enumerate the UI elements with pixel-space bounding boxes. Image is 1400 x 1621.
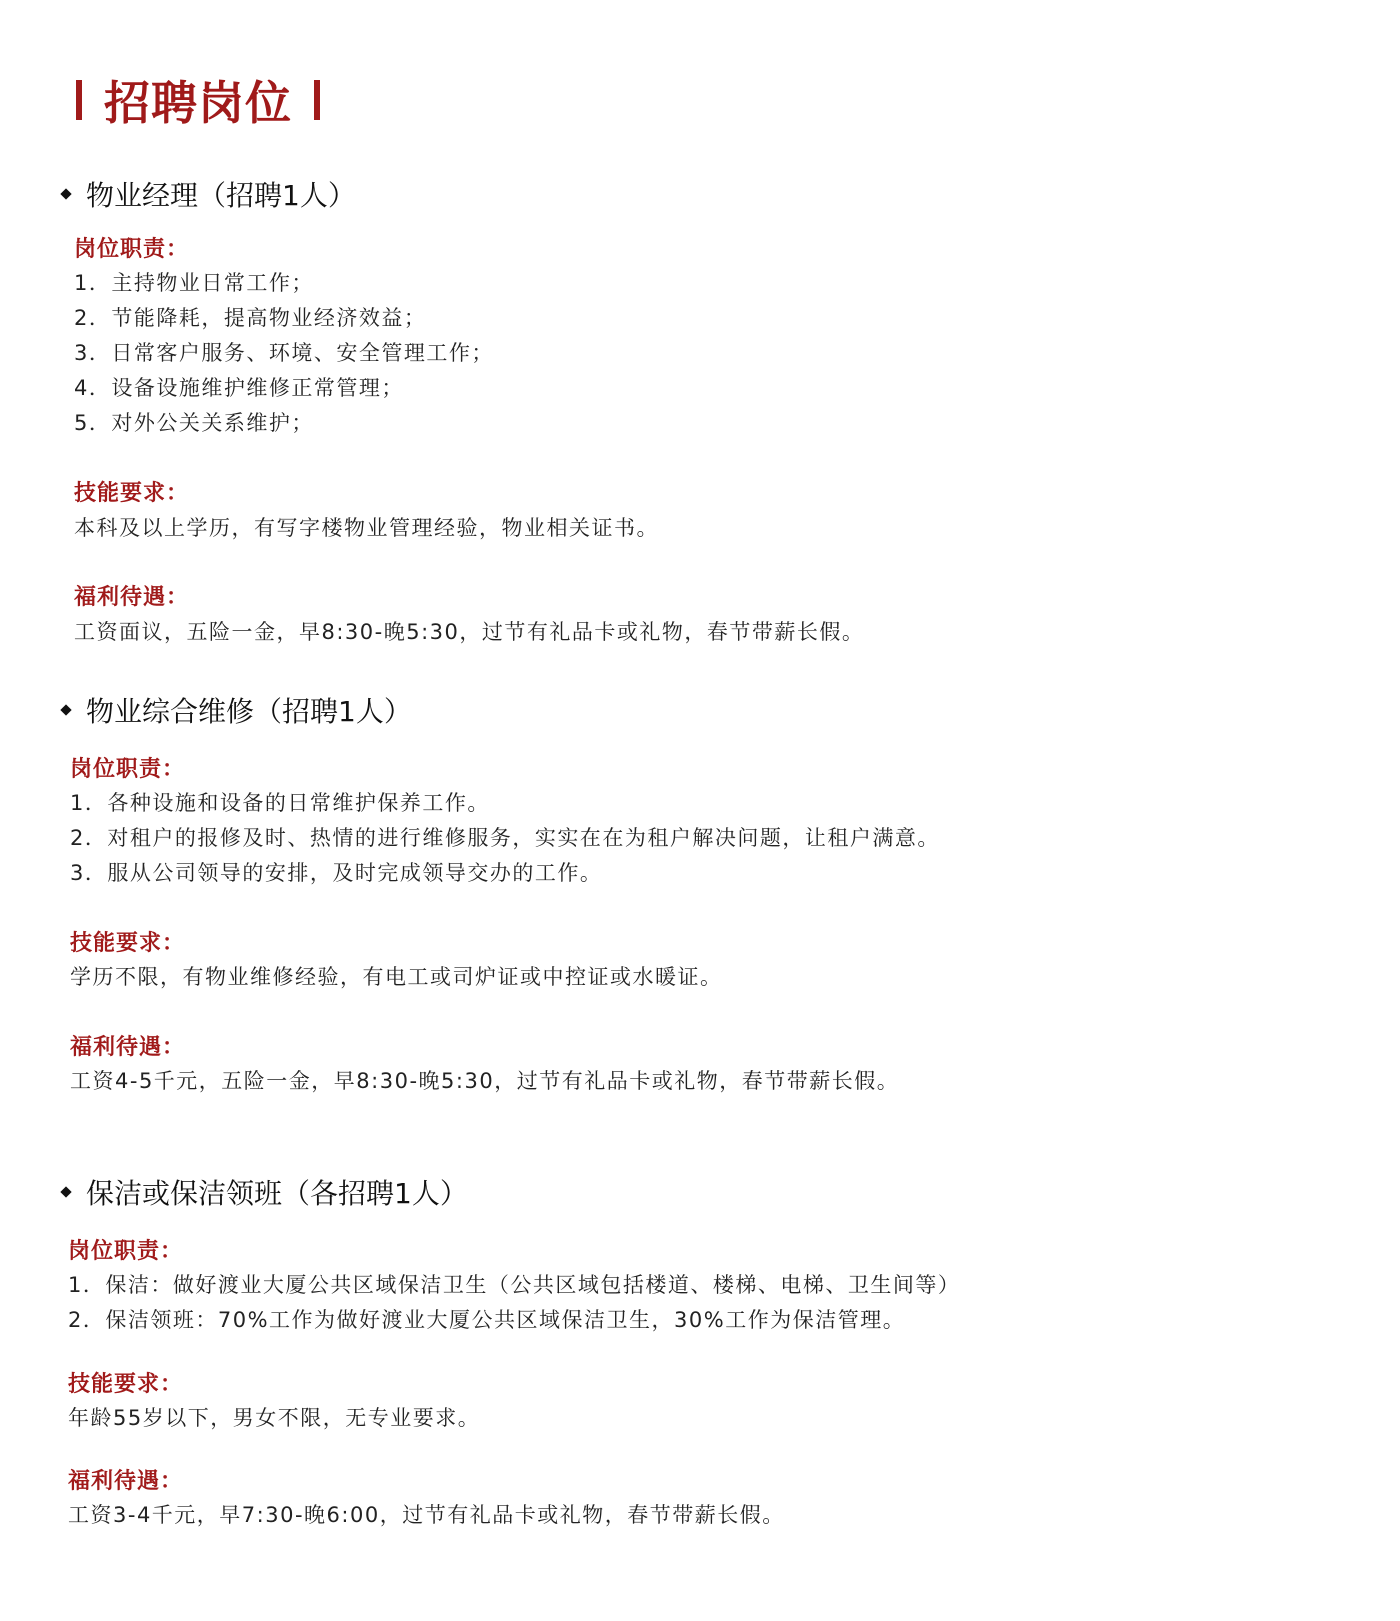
benefits-text: 工资面议，五险一金，早8:30-晚5:30，过节有礼品卡或礼物，春节带薪长假。 — [74, 620, 865, 644]
job-title-text: 保洁或保洁领班（各招聘1人） — [86, 1177, 468, 1210]
skills-label: 技能要求： — [74, 481, 190, 506]
job-title-text: 物业经理（招聘1人） — [86, 179, 356, 212]
job-title — [60, 1172, 1360, 1212]
bullet-diamond-icon — [60, 188, 71, 199]
job-title-text: 物业综合维修（招聘1人） — [86, 695, 412, 728]
duty-item: 4．设备设施维护维修正常管理； — [74, 376, 404, 400]
duties-label: 岗位职责： — [74, 237, 190, 262]
duty-item: 3．服从公司领导的安排，及时完成领导交办的工作。 — [70, 861, 603, 885]
job-maintenance — [60, 690, 1360, 1110]
job-title — [60, 174, 1360, 214]
skills-text: 本科及以上学历，有写字楼物业管理经验，物业相关证书。 — [74, 516, 659, 540]
duties-label: 岗位职责： — [70, 757, 186, 782]
skills-text: 学历不限，有物业维修经验，有电工或司炉证或中控证或水暖证。 — [70, 965, 723, 989]
job-property-manager — [60, 174, 1360, 654]
skills-label: 技能要求： — [70, 931, 186, 956]
benefits-label: 福利待遇： — [74, 585, 190, 610]
heading-right-bar — [314, 80, 320, 120]
duty-item: 2．对租户的报修及时、热情的进行维修服务，实实在在为租户解决问题，让租户满意。 — [70, 826, 940, 850]
bullet-diamond-icon — [60, 1186, 71, 1197]
skills-text: 年龄55岁以下，男女不限，无专业要求。 — [68, 1406, 481, 1430]
duty-item: 5．对外公关关系维护； — [74, 411, 314, 435]
duties-label: 岗位职责： — [68, 1239, 184, 1264]
benefits-text: 工资4-5千元，五险一金，早8:30-晚5:30，过节有礼品卡或礼物，春节带薪长假。 — [70, 1069, 900, 1093]
skills-label: 技能要求： — [68, 1372, 184, 1397]
duty-item: 3．日常客户服务、环境、安全管理工作； — [74, 341, 494, 365]
duty-item: 1．保洁：做好渡业大厦公共区域保洁卫生（公共区域包括楼道、楼梯、电梯、卫生间等） — [68, 1273, 961, 1297]
benefits-text: 工资3-4千元，早7:30-晚6:00，过节有礼品卡或礼物，春节带薪长假。 — [68, 1503, 785, 1527]
duty-item: 1．各种设施和设备的日常维护保养工作。 — [70, 791, 490, 815]
heading-left-bar — [76, 80, 82, 120]
duty-item: 2．保洁领班：70%工作为做好渡业大厦公共区域保洁卫生，30%工作为保洁管理。 — [68, 1308, 906, 1332]
page-title-text: 招聘岗位 — [104, 76, 292, 130]
benefits-label: 福利待遇： — [70, 1035, 186, 1060]
benefits-label: 福利待遇： — [68, 1469, 184, 1494]
bullet-diamond-icon — [60, 704, 71, 715]
job-title — [60, 690, 1360, 730]
page-title — [76, 70, 320, 130]
duty-item: 1．主持物业日常工作； — [74, 271, 314, 295]
job-cleaning — [60, 1172, 1360, 1552]
duty-item: 2．节能降耗，提高物业经济效益； — [74, 306, 427, 330]
